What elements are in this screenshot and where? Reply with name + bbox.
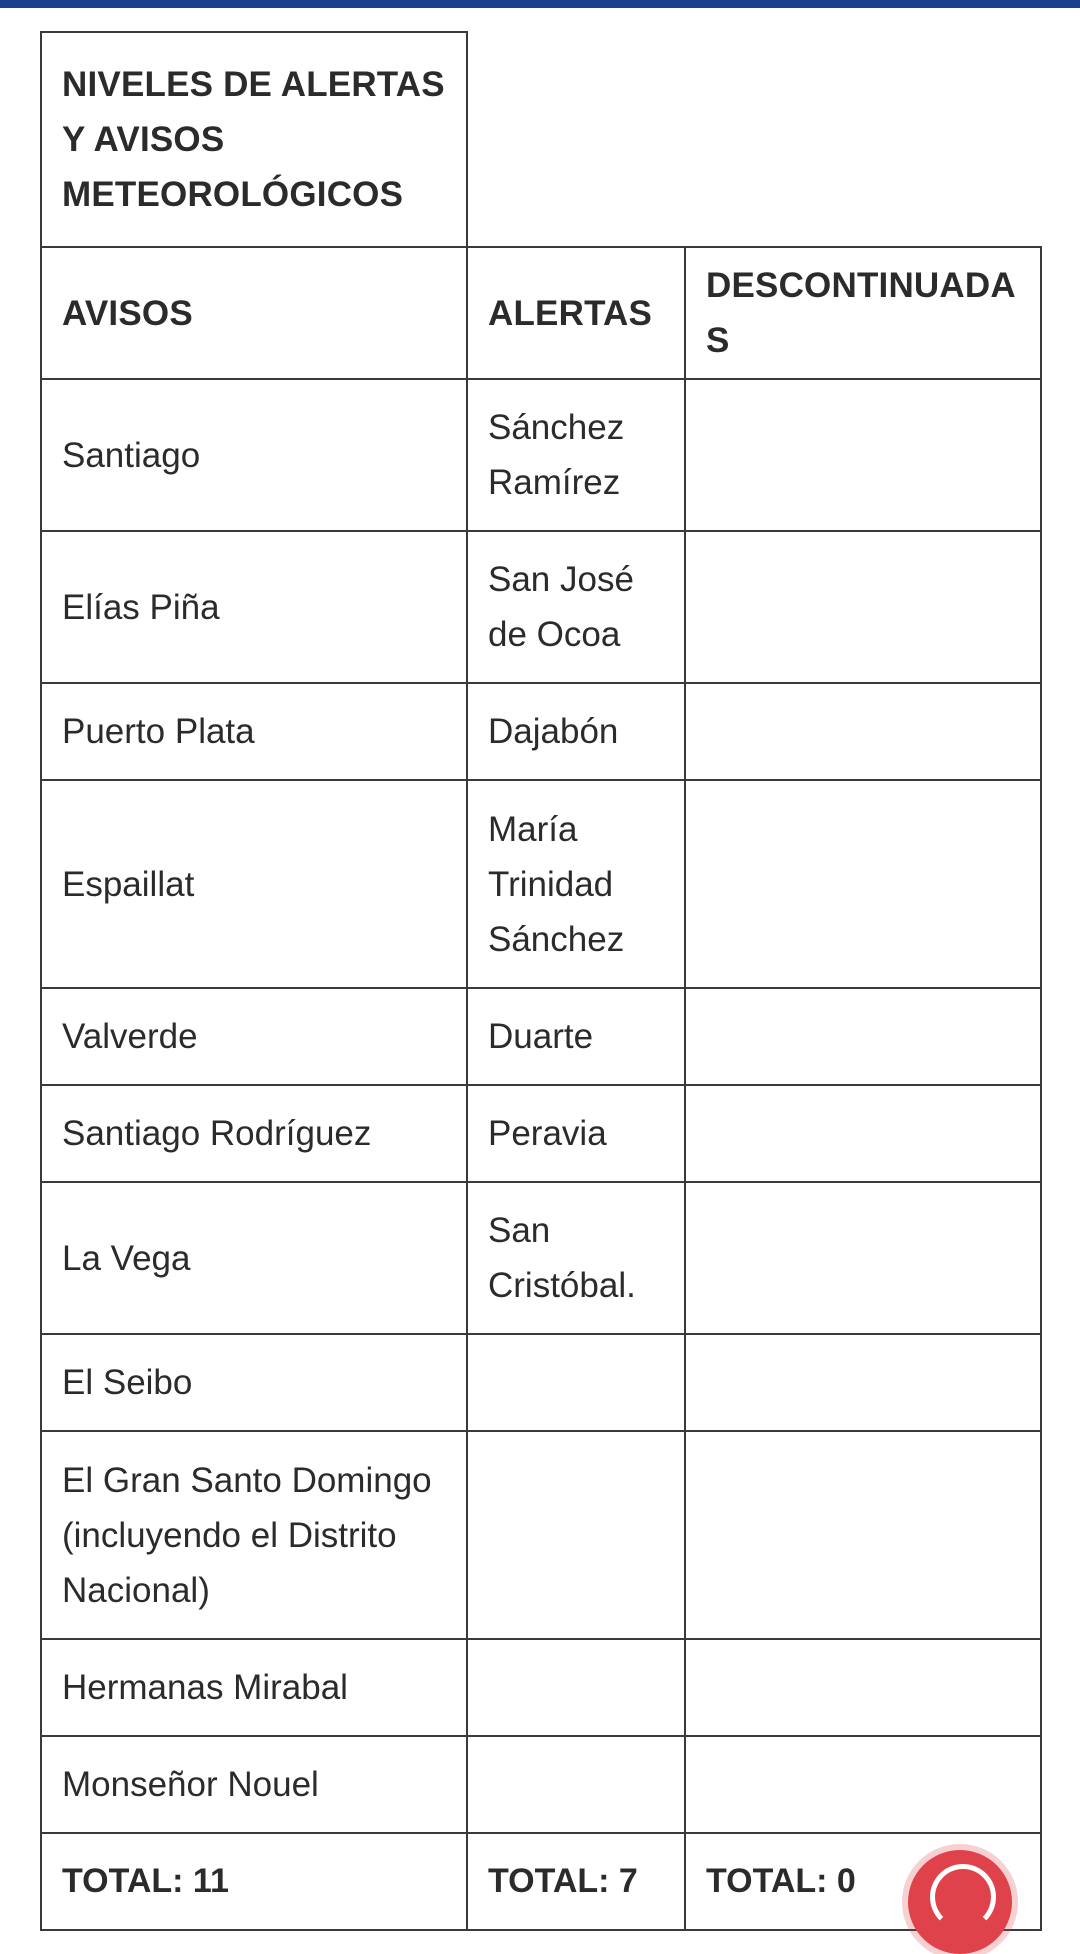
cell-descontinuadas [685,1334,1041,1431]
table-row [41,1639,1041,1736]
header-row [41,247,1041,379]
cell-descontinuadas [685,531,1041,683]
cell-avisos: Hermanas Mirabal [41,1639,467,1736]
cell-avisos: La Vega [41,1182,467,1334]
table-row [41,531,1041,683]
title-row [41,32,1041,247]
table-row [41,1431,1041,1639]
title-spacer [467,32,1041,247]
cell-descontinuadas [685,683,1041,780]
table-row [41,1085,1041,1182]
total-avisos: TOTAL: 11 [41,1833,467,1930]
cell-alertas [467,1431,685,1639]
top-accent-bar [0,0,1080,8]
cell-descontinuadas [685,1085,1041,1182]
cell-descontinuadas [685,1736,1041,1833]
cell-avisos: Santiago Rodríguez [41,1085,467,1182]
cell-avisos: Monseñor Nouel [41,1736,467,1833]
cell-avisos: Espaillat [41,780,467,988]
cell-avisos: Elías Piña [41,531,467,683]
table-row [41,1736,1041,1833]
cell-alertas: Peravia [467,1085,685,1182]
alerts-table [40,31,1042,1931]
total-descontinuadas: TOTAL: 0 [685,1833,1041,1930]
cell-alertas [467,1736,685,1833]
cell-descontinuadas [685,780,1041,988]
cell-avisos: El Gran Santo Domingo (incluyendo el Distrito Nacional) [41,1431,467,1639]
table-title: NIVELES DE ALERTAS Y AVISOS METEOROLÓGICOS [41,32,467,247]
cell-alertas: Duarte [467,988,685,1085]
totals-row [41,1833,1041,1930]
cell-alertas [467,1334,685,1431]
chat-icon[interactable] [908,1850,1012,1954]
header-alertas: ALERTAS [467,247,685,379]
cell-alertas: San Cristóbal. [467,1182,685,1334]
cell-alertas: Sánchez Ramírez [467,379,685,531]
cell-avisos: Santiago [41,379,467,531]
cell-alertas: María Trinidad Sánchez [467,780,685,988]
cell-descontinuadas [685,379,1041,531]
table-row [41,683,1041,780]
header-descontinuadas: DESCONTINUADAS [685,247,1041,379]
table-row [41,1182,1041,1334]
table-row [41,1334,1041,1431]
table-row [41,988,1041,1085]
cell-avisos: Puerto Plata [41,683,467,780]
cell-avisos: Valverde [41,988,467,1085]
cell-descontinuadas [685,1639,1041,1736]
cell-alertas: Dajabón [467,683,685,780]
table-row [41,780,1041,988]
cell-alertas: San José de Ocoa [467,531,685,683]
cell-descontinuadas [685,1431,1041,1639]
cell-alertas [467,1639,685,1736]
table-row [41,379,1041,531]
total-alertas: TOTAL: 7 [467,1833,685,1930]
cell-avisos: El Seibo [41,1334,467,1431]
cell-descontinuadas [685,988,1041,1085]
cell-descontinuadas [685,1182,1041,1334]
header-avisos: AVISOS [41,247,467,379]
